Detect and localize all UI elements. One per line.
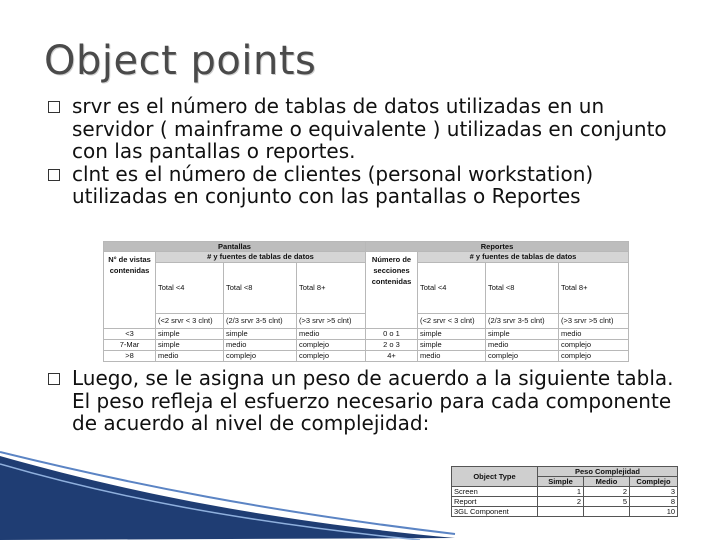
weight-cell: 8 xyxy=(630,497,678,507)
table-row xyxy=(452,487,678,497)
sections-cell: 2 o 3 xyxy=(366,340,418,351)
level-cell: complejo xyxy=(297,351,366,362)
bullet-text: clnt es el número de clientes (personal workstation) utilizadas en conjunto con las pantallas o Reportes xyxy=(72,161,594,208)
sub-header-right: # y fuentes de tablas de datos xyxy=(418,252,629,263)
sub-header-left: # y fuentes de tablas de datos xyxy=(156,252,366,263)
bullet-text: srvr es el número de tablas de datos utilizadas en un servidor ( mainframe o equivalente ) utilizadas en conjunto con las pantallas o reportes. xyxy=(72,94,667,163)
total-header: Total <8 xyxy=(486,263,559,314)
views-cell: <3 xyxy=(104,329,156,340)
level-cell: medio xyxy=(559,329,629,340)
weight-cell: 5 xyxy=(584,497,630,507)
bullet-list-top xyxy=(48,95,688,208)
level-cell: simple xyxy=(156,340,224,351)
group-header-pantallas: Pantallas xyxy=(104,242,366,252)
table-row xyxy=(104,329,629,340)
table-row xyxy=(104,340,629,351)
level-cell: simple xyxy=(156,329,224,340)
level-header: Simple xyxy=(538,477,584,487)
range-cell: (<2 srvr < 3 clnt) xyxy=(418,314,486,329)
range-cell: (2/3 srvr 3-5 clnt) xyxy=(486,314,559,329)
bullet-box-icon xyxy=(48,169,60,181)
table-row xyxy=(452,507,678,517)
sections-cell: 0 o 1 xyxy=(366,329,418,340)
level-cell: simple xyxy=(486,329,559,340)
level-cell: complejo xyxy=(224,351,297,362)
level-cell: medio xyxy=(418,351,486,362)
total-header: Total <8 xyxy=(224,263,297,314)
total-header: Total <4 xyxy=(418,263,486,314)
level-header: Medio xyxy=(584,477,630,487)
bullet-clnt xyxy=(48,163,688,208)
object-name: Report xyxy=(452,497,538,507)
header-views: N° de vistas contenidas xyxy=(104,252,156,329)
weight-cell: 10 xyxy=(630,507,678,517)
header-object-type: Object Type xyxy=(452,467,538,487)
weight-cell xyxy=(538,507,584,517)
weight-cell: 1 xyxy=(538,487,584,497)
range-cell: (>3 srvr >5 clnt) xyxy=(559,314,629,329)
weight-cell: 3 xyxy=(630,487,678,497)
group-header-reportes: Reportes xyxy=(366,242,629,252)
corner-swoosh-decoration xyxy=(0,450,460,540)
bullet-box-icon xyxy=(48,373,60,385)
weight-cell: 2 xyxy=(584,487,630,497)
object-name: 3GL Component xyxy=(452,507,538,517)
bullet-weight xyxy=(48,367,688,435)
bullet-srvr xyxy=(48,95,688,163)
level-cell: simple xyxy=(418,340,486,351)
bullet-box-icon xyxy=(48,101,60,113)
total-header: Total 8+ xyxy=(559,263,629,314)
level-header: Complejo xyxy=(630,477,678,487)
views-cell: >8 xyxy=(104,351,156,362)
views-cell: 7-Mar xyxy=(104,340,156,351)
sections-cell: 4+ xyxy=(366,351,418,362)
level-cell: medio xyxy=(297,329,366,340)
range-cell: (<2 srvr < 3 clnt) xyxy=(156,314,224,329)
table-row xyxy=(452,497,678,507)
level-cell: medio xyxy=(156,351,224,362)
range-cell: (2/3 srvr 3-5 clnt) xyxy=(224,314,297,329)
total-header: Total <4 xyxy=(156,263,224,314)
level-cell: simple xyxy=(418,329,486,340)
weight-cell xyxy=(584,507,630,517)
level-cell: complejo xyxy=(559,340,629,351)
total-header: Total 8+ xyxy=(297,263,366,314)
level-cell: simple xyxy=(224,329,297,340)
slide-title: Object points xyxy=(44,38,317,84)
level-cell: complejo xyxy=(486,351,559,362)
level-cell: complejo xyxy=(559,351,629,362)
weight-cell: 2 xyxy=(538,497,584,507)
bullet-list-bottom xyxy=(48,367,688,435)
header-weight: Peso Complejidad xyxy=(538,467,678,477)
level-cell: complejo xyxy=(297,340,366,351)
table-row xyxy=(104,351,629,362)
weight-table xyxy=(451,466,677,526)
range-cell: (>3 srvr >5 clnt) xyxy=(297,314,366,329)
level-cell: medio xyxy=(224,340,297,351)
object-name: Screen xyxy=(452,487,538,497)
level-cell: medio xyxy=(486,340,559,351)
complexity-table xyxy=(103,241,628,360)
header-sections: Número de secciones contenidas xyxy=(366,252,418,329)
bullet-text: Luego, se le asigna un peso de acuerdo a la siguiente tabla. El peso refleja el esfuerzo necesario para cada componente de acuerdo al nivel de complejidad: xyxy=(72,366,674,435)
